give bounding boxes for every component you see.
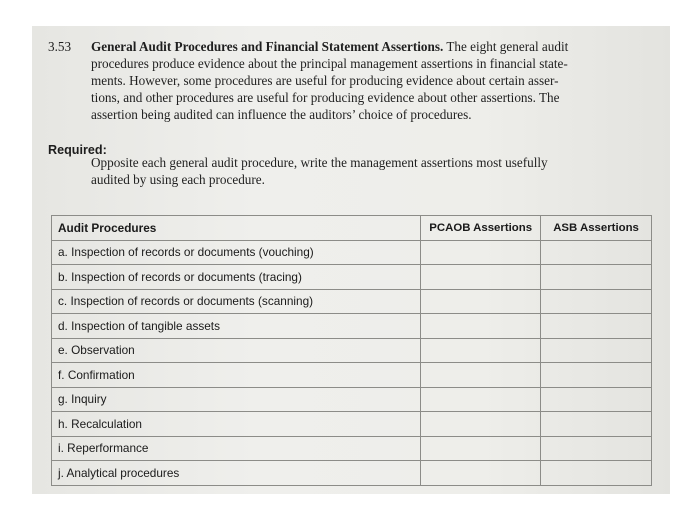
procedure-cell: c. Inspection of records or documents (scanning) [52, 289, 421, 314]
pcaob-cell[interactable] [421, 314, 541, 339]
procedure-cell: j. Analytical procedures [52, 461, 421, 486]
asb-cell[interactable] [541, 412, 652, 437]
pcaob-cell[interactable] [421, 412, 541, 437]
header-asb-assertions: ASB Assertions [541, 216, 652, 241]
asb-cell[interactable] [541, 436, 652, 461]
problem-title: General Audit Procedures and Financial Statement Assertions. [91, 39, 444, 54]
problem-line: assertion being audited can influence the auditors’ choice of procedures. [91, 107, 472, 122]
asb-cell[interactable] [541, 265, 652, 290]
required-instruction [91, 154, 651, 188]
textbook-page-photo [32, 26, 670, 494]
table-row [52, 461, 652, 486]
procedure-cell: e. Observation [52, 338, 421, 363]
table-row [52, 436, 652, 461]
problem-line: tions, and other procedures are useful for producing evidence about other assertions. The [91, 90, 560, 105]
pcaob-cell[interactable] [421, 387, 541, 412]
problem-line: ments. However, some procedures are useful for producing evidence about certain asser- [91, 73, 559, 88]
asb-cell[interactable] [541, 387, 652, 412]
asb-cell[interactable] [541, 314, 652, 339]
problem-line: The eight general audit [446, 39, 569, 54]
problem-line: procedures produce evidence about the principal management assertions in financial state- [91, 56, 568, 71]
procedure-cell: i. Reperformance [52, 436, 421, 461]
procedure-cell: f. Confirmation [52, 363, 421, 388]
table-row [52, 265, 652, 290]
pcaob-cell[interactable] [421, 289, 541, 314]
table-row [52, 314, 652, 339]
pcaob-cell[interactable] [421, 461, 541, 486]
procedure-cell: b. Inspection of records or documents (tracing) [52, 265, 421, 290]
instruction-line: audited by using each procedure. [91, 172, 265, 187]
asb-cell[interactable] [541, 363, 652, 388]
problem-number: 3.53 [48, 39, 72, 54]
pcaob-cell[interactable] [421, 265, 541, 290]
procedure-cell: a. Inspection of records or documents (vouching) [52, 240, 421, 265]
procedure-cell: g. Inquiry [52, 387, 421, 412]
table-row [52, 387, 652, 412]
procedure-cell: d. Inspection of tangible assets [52, 314, 421, 339]
table-row [52, 240, 652, 265]
asb-cell[interactable] [541, 289, 652, 314]
audit-procedures-table [51, 215, 652, 486]
pcaob-cell[interactable] [421, 240, 541, 265]
problem-statement [48, 38, 648, 123]
asb-cell[interactable] [541, 461, 652, 486]
table-header-row [52, 216, 652, 241]
table-row [52, 289, 652, 314]
pcaob-cell[interactable] [421, 338, 541, 363]
pcaob-cell[interactable] [421, 363, 541, 388]
table-row [52, 338, 652, 363]
table-row [52, 363, 652, 388]
pcaob-cell[interactable] [421, 436, 541, 461]
problem-body [91, 38, 648, 123]
asb-cell[interactable] [541, 338, 652, 363]
header-audit-procedures: Audit Procedures [52, 216, 421, 241]
procedure-cell: h. Recalculation [52, 412, 421, 437]
header-pcaob-assertions: PCAOB Assertions [421, 216, 541, 241]
asb-cell[interactable] [541, 240, 652, 265]
instruction-line: Opposite each general audit procedure, write the management assertions most usefully [91, 155, 548, 170]
table-row [52, 412, 652, 437]
required-label: Required: [48, 143, 107, 157]
